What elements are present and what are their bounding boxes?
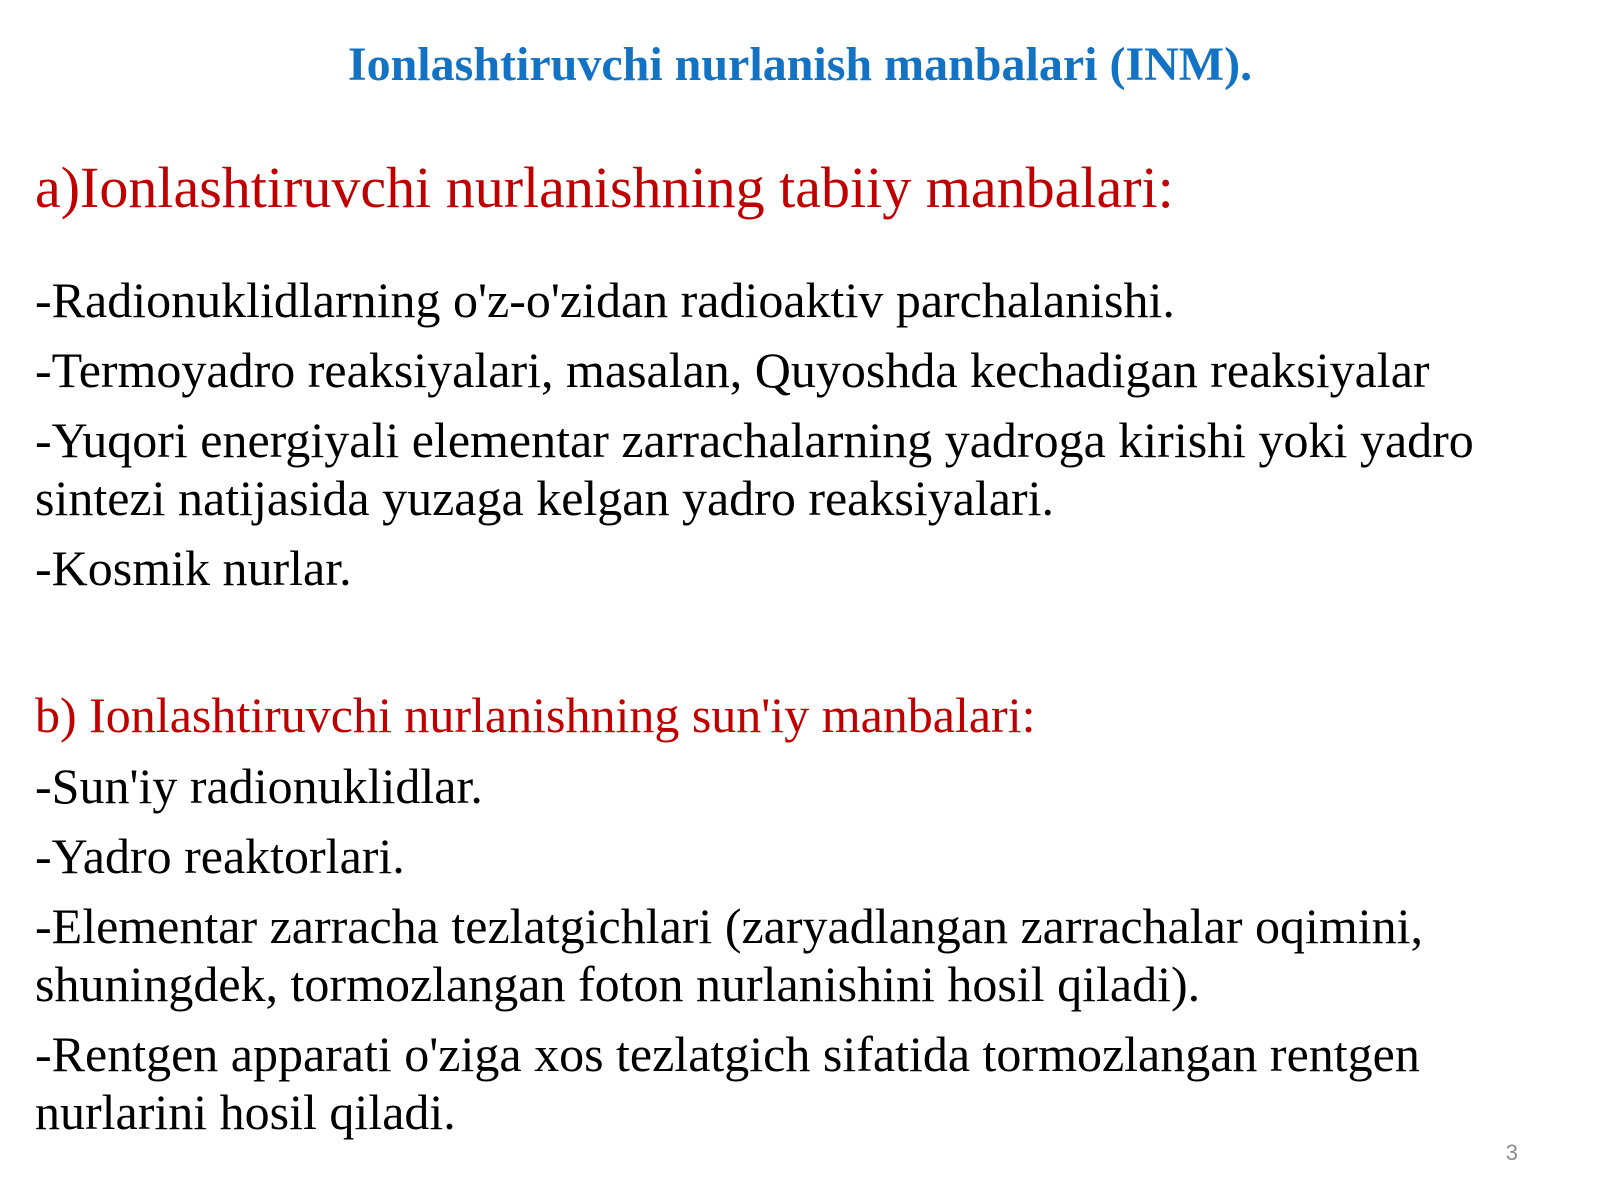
section-a-heading: a)Ionlashtiruvchi nurlanishning tabiiy manbalari: [35, 155, 1174, 220]
list-item: -Rentgen apparati o'ziga xos tezlatgich sifatida tormozlangan rentgen nurlarini hosil qiladi. [35, 1026, 1420, 1140]
list-item: -Yadro reaktorlari. [35, 828, 405, 884]
section-b-list [35, 757, 1575, 1153]
slide-title: Ionlashtiruvchi nurlanish manbalari (INM). [347, 38, 1253, 91]
list-item: -Radionuklidlarning o'z-o'zidan radioaktiv parchalanishi. [35, 272, 1175, 328]
page-number: 3 [1505, 1140, 1518, 1165]
list-item: -Sun'iy radionuklidlar. [35, 758, 483, 814]
section-b-heading: b) Ionlashtiruvchi nurlanishning sun'iy manbalari: [35, 687, 1036, 743]
section-a-list [35, 271, 1575, 609]
list-item: -Elementar zarracha tezlatgichlari (zaryadlangan zarrachalar oqimini, shuningdek, tormozlangan foton nurlanishini hosil qiladi). [35, 898, 1424, 1012]
list-item: -Kosmik nurlar. [35, 540, 352, 596]
list-item: -Termoyadro reaksiyalari, masalan, Quyoshda kechadigan reaksiyalar [35, 342, 1430, 398]
list-item: -Yuqori energiyali elementar zarrachalarning yadroga kirishi yoki yadro sintezi natijasida yuzaga kelgan yadro reaksiyalari. [35, 412, 1474, 526]
